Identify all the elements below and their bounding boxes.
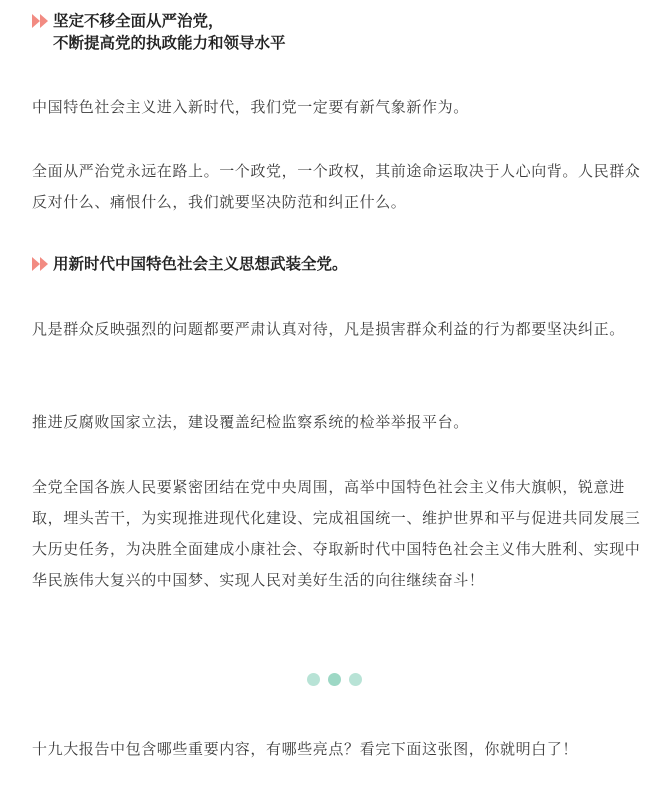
paragraph-4: 推进反腐败国家立法，建设覆盖纪检监察系统的检举举报平台。 <box>32 413 469 431</box>
double-right-arrow-icon <box>32 14 50 28</box>
divider-dot <box>328 673 341 686</box>
section-heading-2 <box>32 253 348 275</box>
section-heading-2-text: 用新时代中国特色社会主义思想武装全党。 <box>53 255 348 273</box>
paragraph-1: 中国特色社会主义进入新时代，我们党一定要有新气象新作为。 <box>32 98 469 116</box>
footer-paragraph: 十九大报告中包含哪些重要内容，有哪些亮点？看完下面这张图，你就明白了！ <box>32 740 579 758</box>
divider-dot <box>349 673 362 686</box>
double-right-arrow-icon <box>32 257 50 271</box>
paragraph-3: 凡是群众反映强烈的问题都要严肃认真对待，凡是损害群众利益的行为都要坚决纠正。 <box>32 320 625 338</box>
divider-dot <box>307 673 320 686</box>
section-heading-1 <box>32 10 286 54</box>
three-dots-divider-icon <box>307 673 362 686</box>
paragraph-2: 全面从严治党永远在路上。一个政党，一个政权，其前途命运取决于人心向背。人民群众反对什么、痛恨什么，我们就要坚决防范和纠正什么。 <box>32 162 641 211</box>
paragraph-5: 全党全国各族人民要紧密团结在党中央周围，高举中国特色社会主义伟大旗帜，锐意进取，埋头苦干，为实现推进现代化建设、完成祖国统一、维护世界和平与促进共同发展三大历史任务，为决胜全面建成小康社会、夺取新时代中国特色社会主义伟大胜利、实现中华民族伟大复兴的中国梦、实现人民对美好生活的向往继续奋斗！ <box>32 478 641 589</box>
section-heading-1-text: 坚定不移全面从严治党， 不断提高党的执政能力和领导水平 <box>53 12 286 52</box>
